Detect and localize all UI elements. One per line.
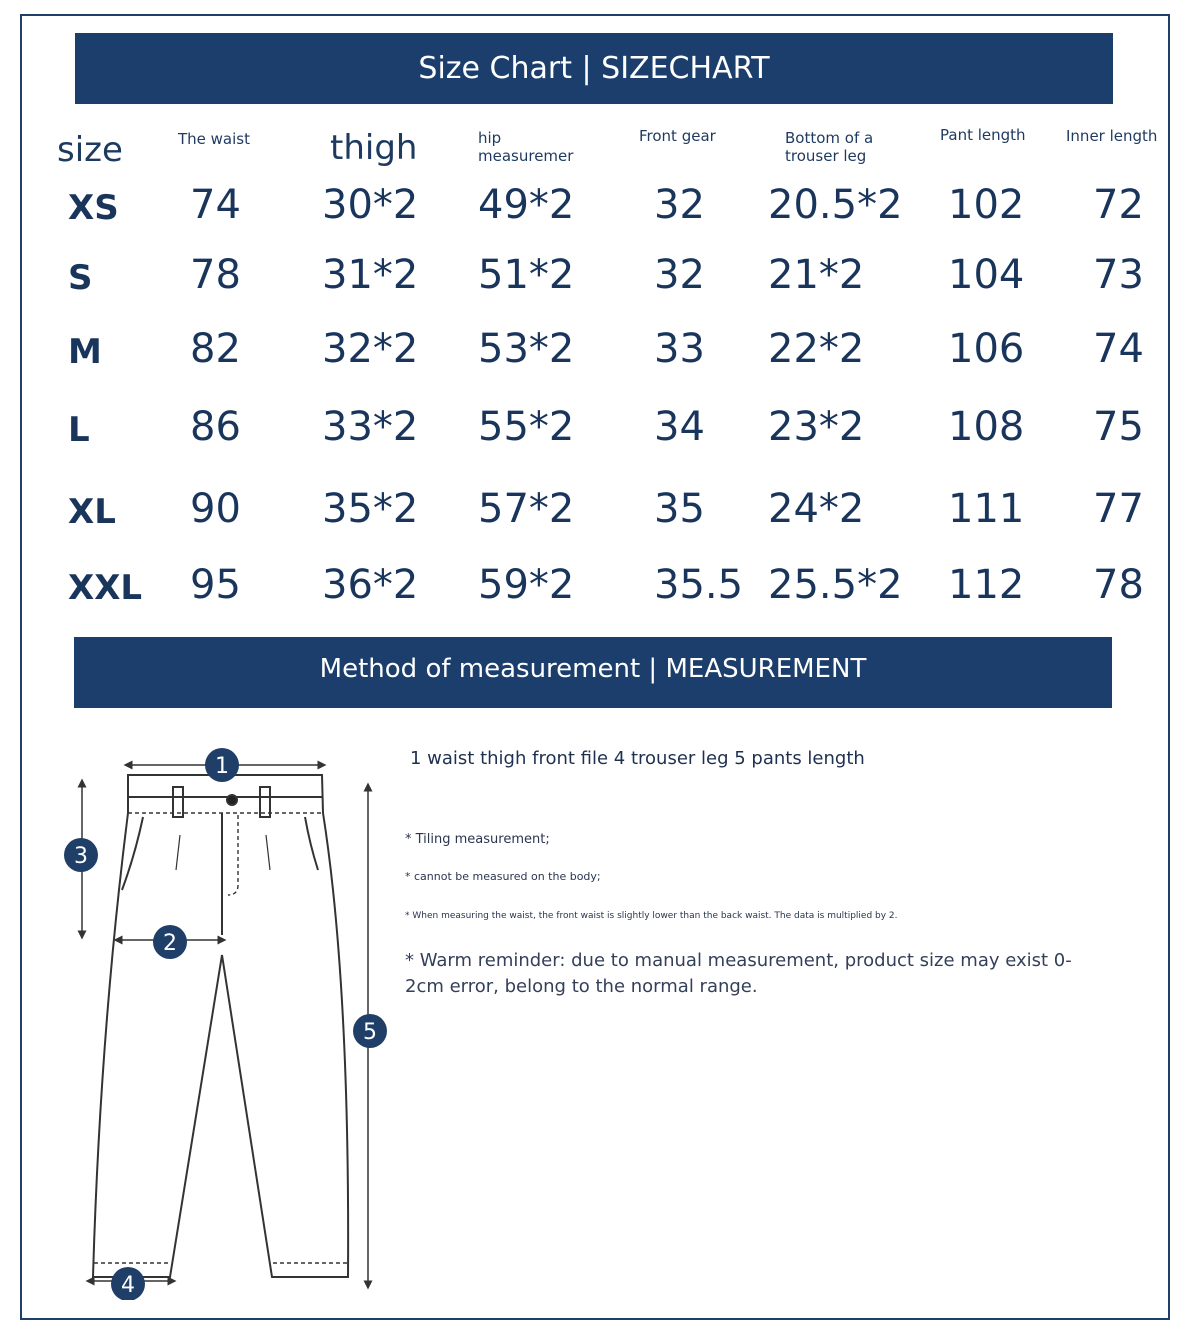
cell-thigh: 31*2 (322, 252, 419, 298)
header-hip (478, 129, 573, 165)
header-thigh: thigh (330, 128, 418, 168)
cell-waist: 95 (190, 562, 241, 608)
header-pant-length: Pant length (940, 126, 1026, 144)
cell-inner: 74 (1093, 326, 1144, 372)
cell-waist: 90 (190, 486, 241, 532)
cell-thigh: 36*2 (322, 562, 419, 608)
marker-5 (353, 1014, 387, 1048)
header-bottom-leg (785, 129, 873, 165)
marker-2-label: 2 (163, 931, 177, 956)
cell-inner: 75 (1093, 404, 1144, 450)
marker-3 (64, 838, 98, 872)
marker-5-label: 5 (363, 1020, 377, 1045)
header-size: size (57, 130, 123, 170)
note-warm-reminder: * Warm reminder: due to manual measurement, product size may exist 0-2cm error, belong to the normal range. (405, 950, 1072, 997)
cell-front: 34 (654, 404, 705, 450)
cell-hip: 51*2 (478, 252, 575, 298)
cell-hip: 57*2 (478, 486, 575, 532)
cell-front: 32 (654, 252, 705, 298)
cell-bottom: 20.5*2 (768, 182, 903, 228)
cell-bottom: 24*2 (768, 486, 865, 532)
cell-thigh: 35*2 (322, 486, 419, 532)
cell-hip: 59*2 (478, 562, 575, 608)
cell-hip: 49*2 (478, 182, 575, 228)
cell-size: M (68, 332, 102, 372)
cell-bottom: 21*2 (768, 252, 865, 298)
header-bottom-line2: trouser leg (785, 147, 867, 165)
cell-size: XL (68, 492, 116, 532)
marker-4-label: 4 (121, 1273, 135, 1298)
cell-pant: 102 (948, 182, 1025, 228)
marker-1 (205, 748, 239, 782)
cell-hip: 55*2 (478, 404, 575, 450)
pants-outline (93, 775, 348, 1277)
cell-waist: 78 (190, 252, 241, 298)
cell-inner: 77 (1093, 486, 1144, 532)
cell-pant: 106 (948, 326, 1025, 372)
cell-size: XS (68, 188, 119, 228)
cell-pant: 112 (948, 562, 1025, 608)
marker-1-label: 1 (215, 754, 229, 779)
measurement-banner: Method of measurement | MEASUREMENT (74, 637, 1112, 708)
cell-front: 33 (654, 326, 705, 372)
pants-diagram (40, 735, 400, 1300)
cell-waist: 82 (190, 326, 241, 372)
cell-size: L (68, 410, 90, 450)
header-front-gear: Front gear (639, 127, 716, 145)
header-hip-line1: hip (478, 129, 502, 147)
cell-inner: 78 (1093, 562, 1144, 608)
cell-size: S (68, 258, 93, 298)
cell-pant: 111 (948, 486, 1025, 532)
size-chart-banner: Size Chart | SIZECHART (75, 33, 1113, 104)
cell-bottom: 23*2 (768, 404, 865, 450)
header-bottom-line1: Bottom of a (785, 129, 874, 147)
cell-thigh: 30*2 (322, 182, 419, 228)
cell-inner: 72 (1093, 182, 1144, 228)
marker-2 (153, 925, 187, 959)
marker-3-label: 3 (74, 844, 88, 869)
cell-bottom: 22*2 (768, 326, 865, 372)
note-waist: * When measuring the waist, the front waist is slightly lower than the back waist. The data is multiplied by 2. (405, 911, 898, 921)
cell-waist: 86 (190, 404, 241, 450)
cell-waist: 74 (190, 182, 241, 228)
note-not-on-body: * cannot be measured on the body; (405, 870, 601, 883)
cell-inner: 73 (1093, 252, 1144, 298)
header-inner-length: Inner length (1066, 127, 1158, 145)
cell-bottom: 25.5*2 (768, 562, 903, 608)
cell-thigh: 33*2 (322, 404, 419, 450)
cell-pant: 108 (948, 404, 1025, 450)
cell-hip: 53*2 (478, 326, 575, 372)
cell-front: 35 (654, 486, 705, 532)
measurement-legend: 1 waist thigh front file 4 trouser leg 5 pants length (410, 748, 865, 769)
cell-size: XXL (68, 568, 143, 608)
cell-front: 32 (654, 182, 705, 228)
cell-thigh: 32*2 (322, 326, 419, 372)
note-tiling: * Tiling measurement; (405, 832, 550, 847)
header-hip-line2: measuremer (478, 147, 574, 165)
header-waist: The waist (178, 130, 250, 148)
cell-pant: 104 (948, 252, 1025, 298)
cell-front: 35.5 (654, 562, 744, 608)
marker-4 (111, 1267, 145, 1300)
